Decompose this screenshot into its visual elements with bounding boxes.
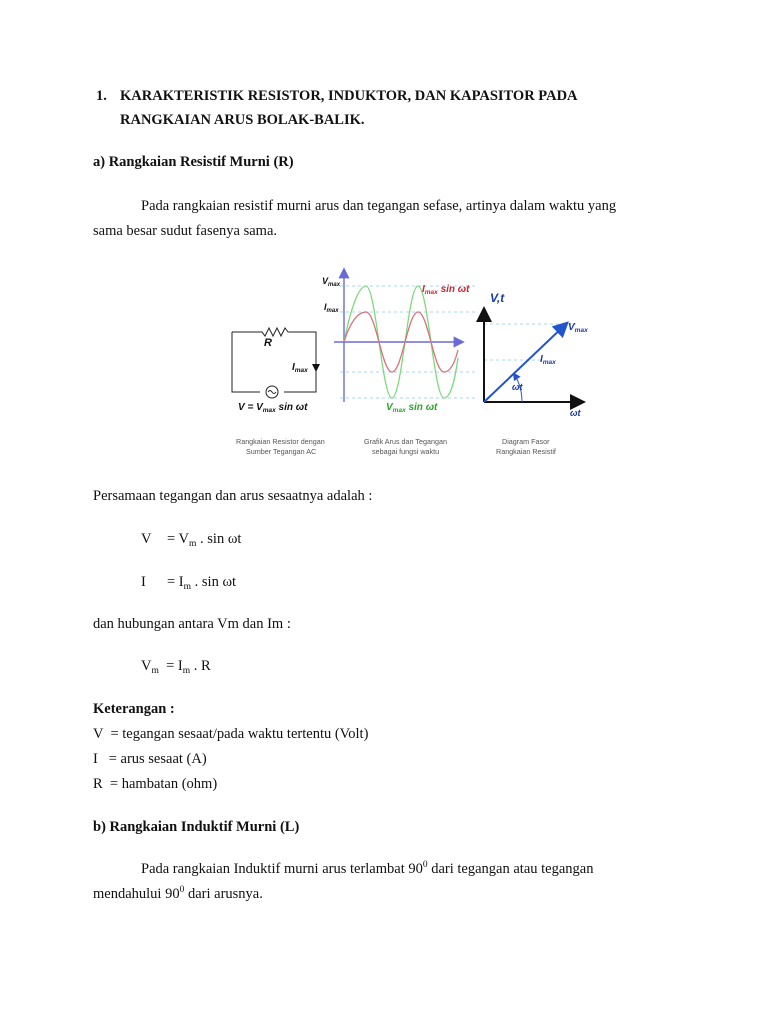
- equation-current: $I = I_m$ . sin ωt: [141, 574, 237, 592]
- phasor-axis-x-label: ωt: [570, 408, 581, 418]
- phasor-angle-label: ωt: [512, 382, 523, 392]
- section-b-title: b) Rangkaian Induktif Murni (L): [93, 819, 300, 835]
- svg-text:Imax: $I_{max}$: [292, 362, 308, 374]
- heading-line-1: KARAKTERISTIK RESISTOR, INDUKTOR, DAN KAPASITOR PADA: [120, 88, 578, 104]
- voltage-curve-label: V: [386, 402, 393, 413]
- circuit-caption-1: Rangkaian Resistor dengan: [236, 437, 325, 446]
- heading-number: 1.: [96, 88, 107, 104]
- keterangan-title: Keterangan :: [93, 701, 175, 717]
- phasor-caption-1: Diagram Fasor: [502, 437, 550, 446]
- section-b-para-line-2: mendahului $90^0$ dari arusnya.: [93, 885, 263, 902]
- section-a-para-line-1: Pada rangkaian resistif murni arus dan tegangan sefase, artinya dalam waktu yang: [141, 198, 617, 214]
- graph-vmax-label: V: [322, 276, 329, 286]
- relation-intro: dan hubungan antara Vm dan Im :: [93, 616, 291, 632]
- circuit-r-label: R: [264, 337, 272, 349]
- phasor-diagram: [484, 291, 588, 456]
- keterangan-item-i: I = arus sesaat (A): [93, 751, 207, 767]
- equations-intro: Persamaan tegangan dan arus sesaatnya adalah :: [93, 488, 373, 504]
- phasor-axis-y-label: V,t: [490, 291, 505, 305]
- resistor-circuit: [232, 328, 325, 456]
- svg-text:Vmax: $V_{max}$: [322, 276, 341, 288]
- circuit-imax-label: I: [292, 362, 295, 373]
- current-curve-label: I: [422, 284, 425, 295]
- svg-text:Vmax: $V_{max}$: [568, 322, 588, 334]
- section-a-para-line-2: sama besar sudut fasenya sama.: [93, 223, 278, 239]
- section-b-para-line-1: Pada rangkaian Induktif murni arus terlambat $90^0$ dari tegangan atau tegangan: [141, 860, 594, 877]
- circuit-source-label: V = V: [238, 402, 263, 413]
- equation-voltage: $V = V_m$ . sin ωt: [141, 531, 242, 549]
- eq1-lhs: V: [141, 531, 152, 547]
- graph-caption-1: Grafik Arus dan Tegangan: [364, 437, 447, 446]
- waveform-graph: [322, 270, 476, 456]
- svg-text:V = Vmax sin ωt: $V = V_{max}$ sin ωt: [238, 402, 308, 414]
- resistive-figure: [226, 262, 586, 462]
- svg-text:R: [264, 337, 272, 349]
- resistor-symbol: [232, 328, 288, 336]
- keterangan-item-v: V = tegangan sesaat/pada waktu tertentu (Volt): [93, 726, 369, 742]
- phasor-caption-2: Rangkaian Resistif: [496, 447, 556, 456]
- phasor-vmax-label: V: [568, 322, 575, 333]
- svg-text:Vmax sin ωt: $V_{max}$ sin ωt: [386, 402, 438, 414]
- svg-text:Imax: $I_{max}$: [540, 354, 556, 366]
- svg-text:Imax sin ωt: $I_{max}$ sin ωt: [422, 284, 470, 296]
- equation-relation: $V_m = I_m$ . R: [141, 658, 211, 676]
- eq2-lhs: I: [141, 574, 146, 590]
- circuit-caption-2: Sumber Tegangan AC: [246, 447, 317, 456]
- heading-line-2: RANGKAIAN ARUS BOLAK-BALIK.: [120, 112, 365, 128]
- keterangan-item-r: R = hambatan (ohm): [93, 776, 218, 792]
- section-a-title: a) Rangkaian Resistif Murni (R): [93, 154, 294, 170]
- phasor-imax-label: I: [540, 354, 543, 365]
- graph-caption-2: sebagai fungsi waktu: [372, 447, 440, 456]
- svg-text:Imax: $I_{max}$: [324, 302, 339, 314]
- graph-imax-label: I: [324, 302, 327, 312]
